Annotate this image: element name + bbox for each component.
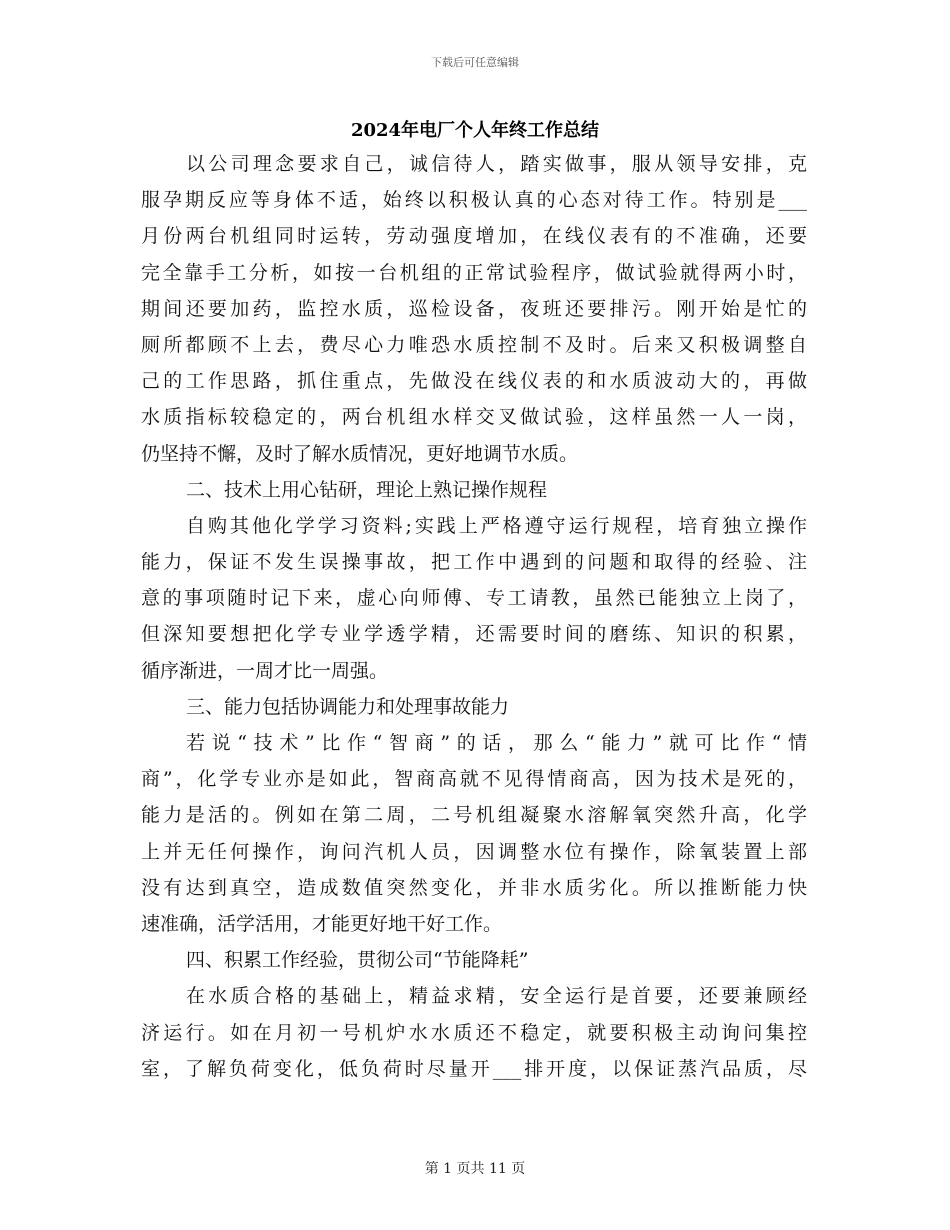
text-line: 期间还要加药，监控水质，巡检设备，夜班还要排污。刚开始是忙的 — [141, 297, 807, 320]
text-line: 室，了解负荷变化，低负荷时尽量开___排开度，以保证蒸汽品质，尽 — [141, 1057, 807, 1080]
text-line: 速准确，活学活用，才能更好地干好工作。 — [141, 912, 503, 935]
text-line: 商”，化学专业亦是如此，智商高就不见得情商高，因为技术是死的， — [141, 768, 807, 791]
text-line: 意的事项随时记下来，虚心向师傅、专工请教，虽然已能独立上岗了， — [141, 587, 807, 610]
text-line: 能力是活的。例如在第二周，二号机组凝聚水溶解氧突然升高，化学 — [141, 804, 807, 827]
text-line: 循序渐进，一周才比一周强。 — [141, 659, 389, 682]
text-line: 在水质合格的基础上，精益求精，安全运行是首要，还要兼顾经 — [186, 985, 807, 1008]
text-line: 二、技术上用心钻研，理论上熟记操作规程 — [186, 478, 548, 501]
text-line: 完全靠手工分析，如按一台机组的正常试验程序，做试验就得两小时， — [141, 261, 807, 284]
text-line: 能力，保证不发生误操事故，把工作中遇到的问题和取得的经验、注 — [141, 551, 807, 574]
text-line: 仍坚持不懈，及时了解水质情况，更好地调节水质。 — [141, 442, 579, 465]
text-line: 没有达到真空，造成数值突然变化，并非水质劣化。所以推断能力快 — [141, 876, 807, 899]
text-line: 己的工作思路，抓住重点，先做没在线仪表的和水质波动大的，再做 — [141, 370, 807, 393]
text-line: 三、能力包括协调能力和处理事故能力 — [186, 695, 510, 718]
document-body — [141, 146, 807, 1087]
text-line: 上并无任何操作，询问汽机人员，因调整水位有操作，除氧装置上部 — [141, 840, 807, 863]
text-line: 以公司理念要求自己，诚信待人，踏实做事，服从领导安排，克 — [186, 153, 807, 175]
text-line: 水质指标较稳定的，两台机组水样交叉做试验，这样虽然一人一岗， — [141, 406, 807, 429]
text-line: 厕所都顾不上去，费尽心力唯恐水质控制不及时。后来又积极调整自 — [141, 333, 807, 356]
text-line: 但深知要想把化学专业学透学精，还需要时间的磨练、知识的积累， — [141, 623, 807, 646]
text-line: 自购其他化学学习资料;实践上严格遵守运行规程，培育独立操作 — [186, 514, 807, 537]
text-line: 月份两台机组同时运转，劳动强度增加，在线仪表有的不准确，还要 — [141, 225, 807, 248]
text-line: 四、积累工作经验，贯彻公司“节能降耗” — [186, 949, 529, 972]
text-line: 若说“技术”比作“智商”的话，那么“能力”就可比作“情 — [186, 732, 807, 754]
text-line: 服孕期反应等身体不适，始终以积极认真的心态对待工作。特别是___ — [141, 189, 807, 212]
text-line: 济运行。如在月初一号机炉水水质还不稳定，就要积极主动询问集控 — [141, 1021, 807, 1044]
page-footer: 第 1 页共 11 页 — [424, 1161, 526, 1177]
header-note: 下载后可任意编辑 — [431, 56, 519, 69]
document-title: 2024年电厂个人年终工作总结 — [350, 120, 600, 141]
